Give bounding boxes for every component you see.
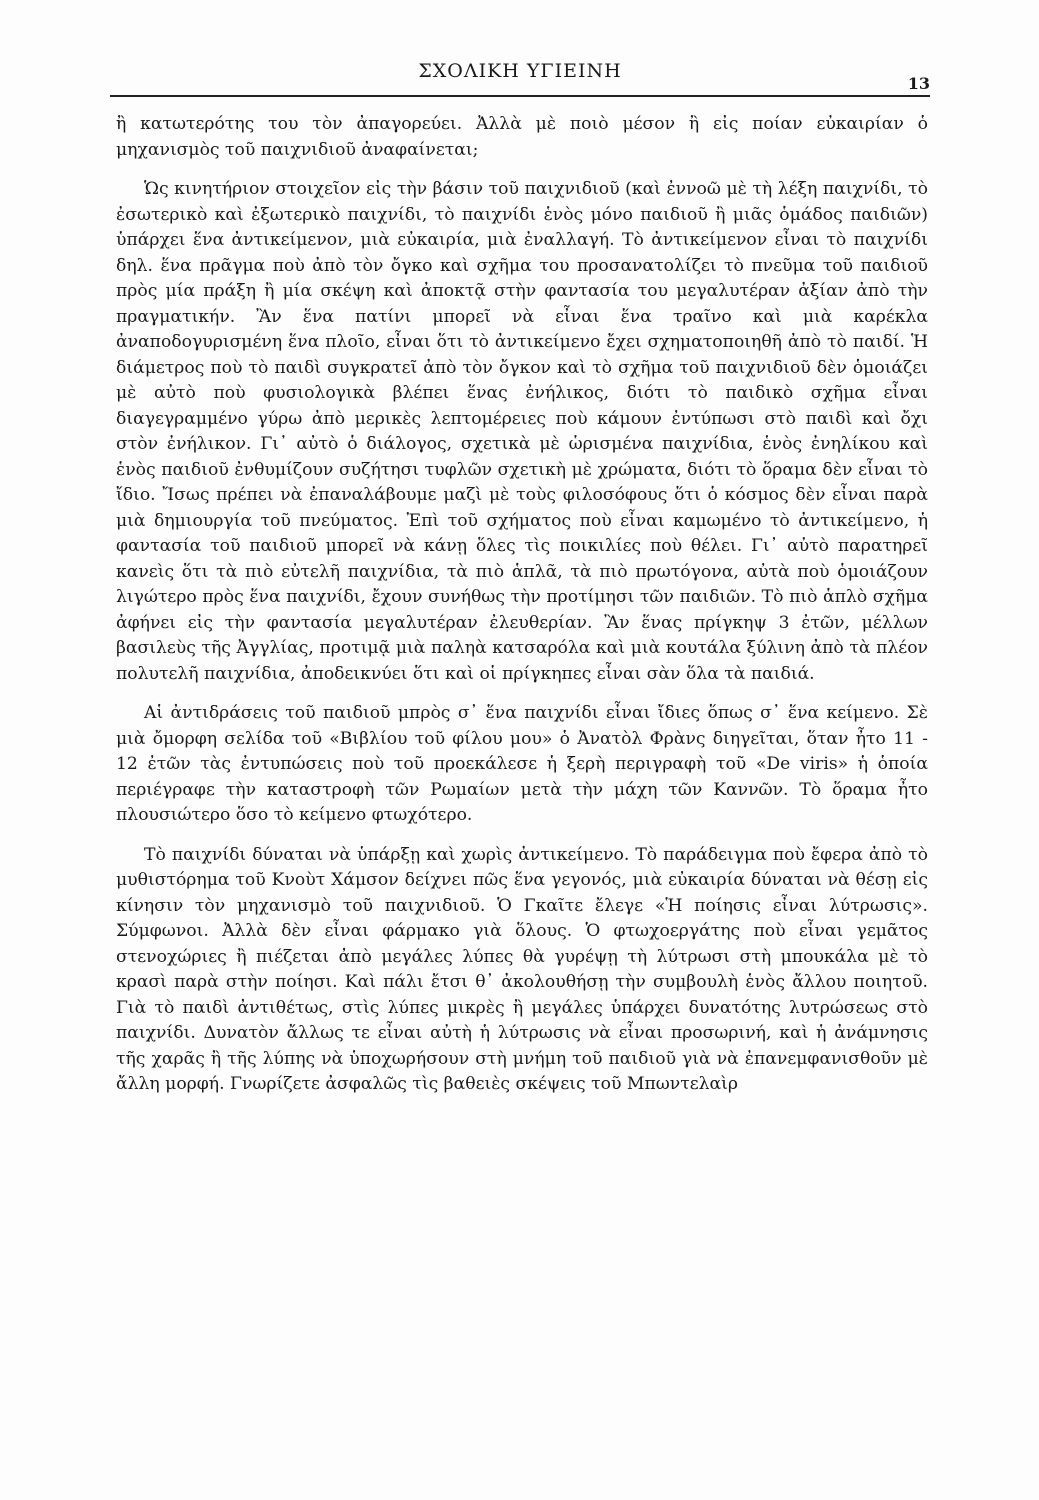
page-header bbox=[110, 56, 930, 93]
paragraph-4: Τὸ παιχνίδι δύναται νὰ ὑπάρξῃ καὶ χωρὶς ἀντικείμενο. Τὸ παράδειγμα ποὺ ἔφερα ἀπὸ τὸ μυθιστόρημα τοῦ Κνοὺτ Χάμσον δείχνει πῶς ἕνα γεγονός, μιὰ εὐκαιρία δύναται νὰ θέσῃ εἰς κίνησιν τὸν μηχανισμὸ τοῦ παιχνιδιοῦ. Ὁ Γκαῖτε ἔλεγε «Ἡ ποίησις εἶναι λύτρωσις». Σύμφωνοι. Ἀλλὰ δὲν εἶναι φάρμακο γιὰ ὅλους. Ὁ φτωχοεργάτης ποὺ εἶναι γεμᾶτος στενοχώριες ἢ πιέζεται ἀπὸ μεγάλες λύπες θὰ γυρέψῃ τὴ λύτρωσι στὴ μπουκάλα μὲ τὸ κρασὶ παρὰ στὴν ποίησι. Καὶ πάλι ἔτσι θ᾿ ἀκολουθήσῃ τὴν συμβουλὴ ἑνὸς ἄλλου ποιητοῦ. Γιὰ τὸ παιδὶ ἀντιθέτως, στὶς λύπες μικρὲς ἢ μεγάλες ὑπάρχει δυνατότης λυτρώσεως στὸ παιχνίδι. Δυνατὸν ἄλλως τε εἶναι αὐτὴ ἡ λύτρωσις νὰ εἶναι προσωρινή, καὶ ἡ ἀνάμνησις τῆς χαρᾶς ἢ τῆς λύπης νὰ ὑποχωρήσουν στὴ μνήμη τοῦ παιδιοῦ γιὰ νὰ ἐπανεμφανισθοῦν μὲ ἄλλη μορφή. Γνωρίζετε ἀσφαλῶς τὶς βαθειὲς σκέψεις τοῦ Μπωντελαὶρ bbox=[116, 844, 928, 1094]
paragraph-3: Αἱ ἀντιδράσεις τοῦ παιδιοῦ μπρὸς σ᾿ ἕνα παιχνίδι εἶναι ἴδιες ὅπως σ᾿ ἕνα κείμενο. Σὲ μιὰ ὄμορφη σελίδα τοῦ «Βιβλίου τοῦ φίλου μου» ὁ Ἀνατὸλ Φρὰνς διηγεῖται, ὅταν ἦτο 11 - 12 ἐτῶν τὰς ἐντυπώσεις ποὺ τοῦ προεκάλεσε ἡ ξερὴ περιγραφὴ τοῦ «De viris» ἡ ὁποία περιέγραφε τὴν καταστροφὴ τῶν Ρωμαίων μετὰ τὴν μάχη τῶν Καννῶν. Τὸ ὅραμα ἦτο πλουσιώτερο ὅσο τὸ κείμενο φτωχότερο. bbox=[116, 703, 928, 825]
paragraph-2: Ὡς κινητήριον στοιχεῖον εἰς τὴν βάσιν τοῦ παιχνιδιοῦ (καὶ ἐννοῶ μὲ τὴ λέξη παιχνίδι, τὸ ἐσωτερικὸ καὶ ἐξωτερικὸ παιχνίδι, τὸ παιχνίδι ἑνὸς μόνο παιδιοῦ ἢ μιᾶς ὁμάδος παιδιῶν) ὑπάρχει ἕνα ἀντικείμενον, μιὰ εὐκαιρία, μιὰ ἐναλλαγή. Τὸ ἀντικείμενον εἶναι τὸ παιχνίδι δηλ. ἕνα πρᾶγμα ποὺ ἀπὸ τὸν ὄγκο καὶ σχῆμα του προσανατολίζει τὸ πνεῦμα τοῦ παιδιοῦ πρὸς μία πράξη ἢ μία σκέψη καὶ ἀποκτᾷ στὴν φαντασία του μεγαλυτέραν ἀξίαν ἀπὸ τὴν πραγματικήν. Ἂν ἕνα πατίνι μπορεῖ νὰ εἶναι ἕνα τραῖνο καὶ μιὰ καρέκλα ἀναποδογυρισμένη ἕνα πλοῖο, εἶναι ὅτι τὸ ἀντικείμενο ἔχει σχηματοποιηθῆ ἀπὸ τὸ παιδί. Ἡ διάμετρος ποὺ τὸ παιδὶ συγκρατεῖ ἀπὸ τὸν ὄγκον καὶ τὸ σχῆμα τοῦ παιχνιδιοῦ δὲν ὁμοιάζει μὲ αὐτὸ ποὺ φυσιολογικὰ βλέπει ἕνας ἐνήλικος, διότι τὸ παιδικὸ σχῆμα εἶναι διαγεγραμμένο γύρω ἀπὸ μερικὲς λεπτομέρειες ποὺ κάμουν ἐντύπωσι στὸ παιδὶ καὶ ὄχι στὸν ἐνήλικον. Γι᾿ αὐτὸ ὁ διάλογος, σχετικὰ μὲ ὡρισμένα παιχνίδια, ἑνὸς ἐνηλίκου καὶ ἑνὸς παιδιοῦ ἐνθυμίζουν συζήτησι τυφλῶν σχετικὴ μὲ χρώματα, διότι τὸ ὅραμα δὲν εἶναι τὸ ἴδιο. Ἴσως πρέπει νὰ ἐπαναλάβουμε μαζὶ μὲ τοὺς φιλοσόφους ὅτι ὁ κόσμος δὲν εἶναι παρὰ μιὰ δημιουργία τοῦ πνεύματος. Ἐπὶ τοῦ σχήματος ποὺ εἶναι καμωμένο τὸ ἀντικείμενο, ἡ φαντασία τοῦ παιδιοῦ μπορεῖ νὰ κάνῃ ὅλες τὶς ποικιλίες ποὺ θέλει. Γι᾿ αὐτὸ παρατηρεῖ κανεὶς ὅτι τὰ πιὸ εὐτελῆ παιχνίδια, τὰ πιὸ ἁπλᾶ, τὰ πιὸ πρωτόγονα, αὐτὰ ποὺ ὁμοιάζουν λιγώτερο πρὸς ἕνα παιχνίδι, ἔχουν συνήθως τὴν προτίμησι τῶν παιδιῶν. Τὸ πιὸ ἁπλὸ σχῆμα ἀφήνει εἰς τὴν φαντασία μεγαλυτέραν ἐλευθερίαν. Ἂν ἕνας πρίγκηψ 3 ἐτῶν, μέλλων βασιλεὺς τῆς Ἀγγλίας, προτιμᾷ μιὰ παληὰ κατσαρόλα καὶ μιὰ κουτάλα ξύλινη ἀπὸ τὰ πλέον πολυτελῆ παιχνίδια, ἀποδεικνύει ὅτι καὶ οἱ πρίγκηπες εἶναι σὰν ὅλα τὰ παιδιά. bbox=[116, 179, 928, 684]
paragraph-1: ἢ κατωτερότης του τὸν ἀπαγορεύει. Ἀλλὰ μὲ ποιὸ μέσον ἢ εἰς ποίαν εὐκαιρίαν ὁ μηχανισμὸς τοῦ παιχνιδιοῦ ἀναφαίνεται; bbox=[116, 114, 928, 160]
body-text bbox=[116, 112, 928, 1098]
running-title: ΣΧΟΛΙΚΗ ΥΓΙΕΙΝΗ bbox=[418, 60, 622, 82]
page-number: 13 bbox=[907, 74, 930, 93]
header-rule bbox=[110, 95, 930, 97]
